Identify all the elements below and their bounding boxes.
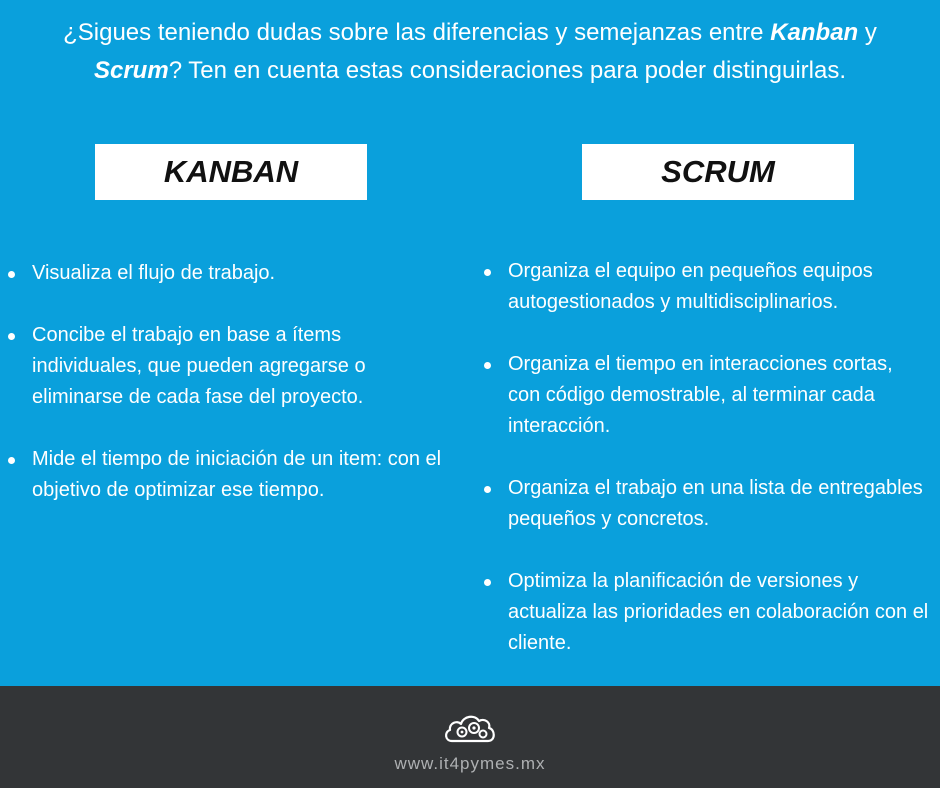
intro-line-1-text: ¿Sigues teniendo dudas sobre las diferencias y semejanzas entre — [63, 19, 771, 46]
kanban-item: Mide el tiempo de iniciación de un item: con el objetivo de optimizar ese tiempo. — [8, 444, 448, 506]
intro-line-2-text: ? Ten en cuenta estas consideraciones para poder distinguirlas. — [168, 57, 847, 84]
kanban-item: Concibe el trabajo en base a ítems individuales, que pueden agregarse o eliminarse de cada fase del proyecto. — [8, 320, 448, 413]
footer — [0, 686, 940, 788]
intro-line-2 — [0, 52, 940, 90]
scrum-item: Organiza el tiempo en interacciones cortas, con código demostrable, al terminar cada interacción. — [484, 349, 929, 442]
intro-kanban-emphasis: Kanban — [770, 19, 859, 46]
intro-line-1-end: y — [858, 19, 877, 46]
scrum-item: Optimiza la planificación de versiones y actualiza las prioridades en colaboración con el cliente. — [484, 566, 929, 659]
scrum-title-box — [582, 144, 854, 200]
cloud-gears-icon — [442, 710, 498, 744]
kanban-item: Visualiza el flujo de trabajo. — [8, 258, 448, 289]
intro-scrum-emphasis: Scrum — [93, 57, 169, 84]
scrum-list — [484, 256, 929, 690]
kanban-list — [8, 258, 448, 537]
kanban-title-box — [95, 144, 367, 200]
intro-line-1 — [0, 14, 940, 52]
scrum-item: Organiza el trabajo en una lista de entregables pequeños y concretos. — [484, 473, 929, 535]
kanban-title: KANBAN — [163, 154, 299, 189]
scrum-title: SCRUM — [661, 154, 775, 189]
scrum-item: Organiza el equipo en pequeños equipos autogestionados y multidisciplinarios. — [484, 256, 929, 318]
website-url: www.it4pymes.mx — [394, 754, 546, 773]
intro-text — [0, 14, 940, 90]
